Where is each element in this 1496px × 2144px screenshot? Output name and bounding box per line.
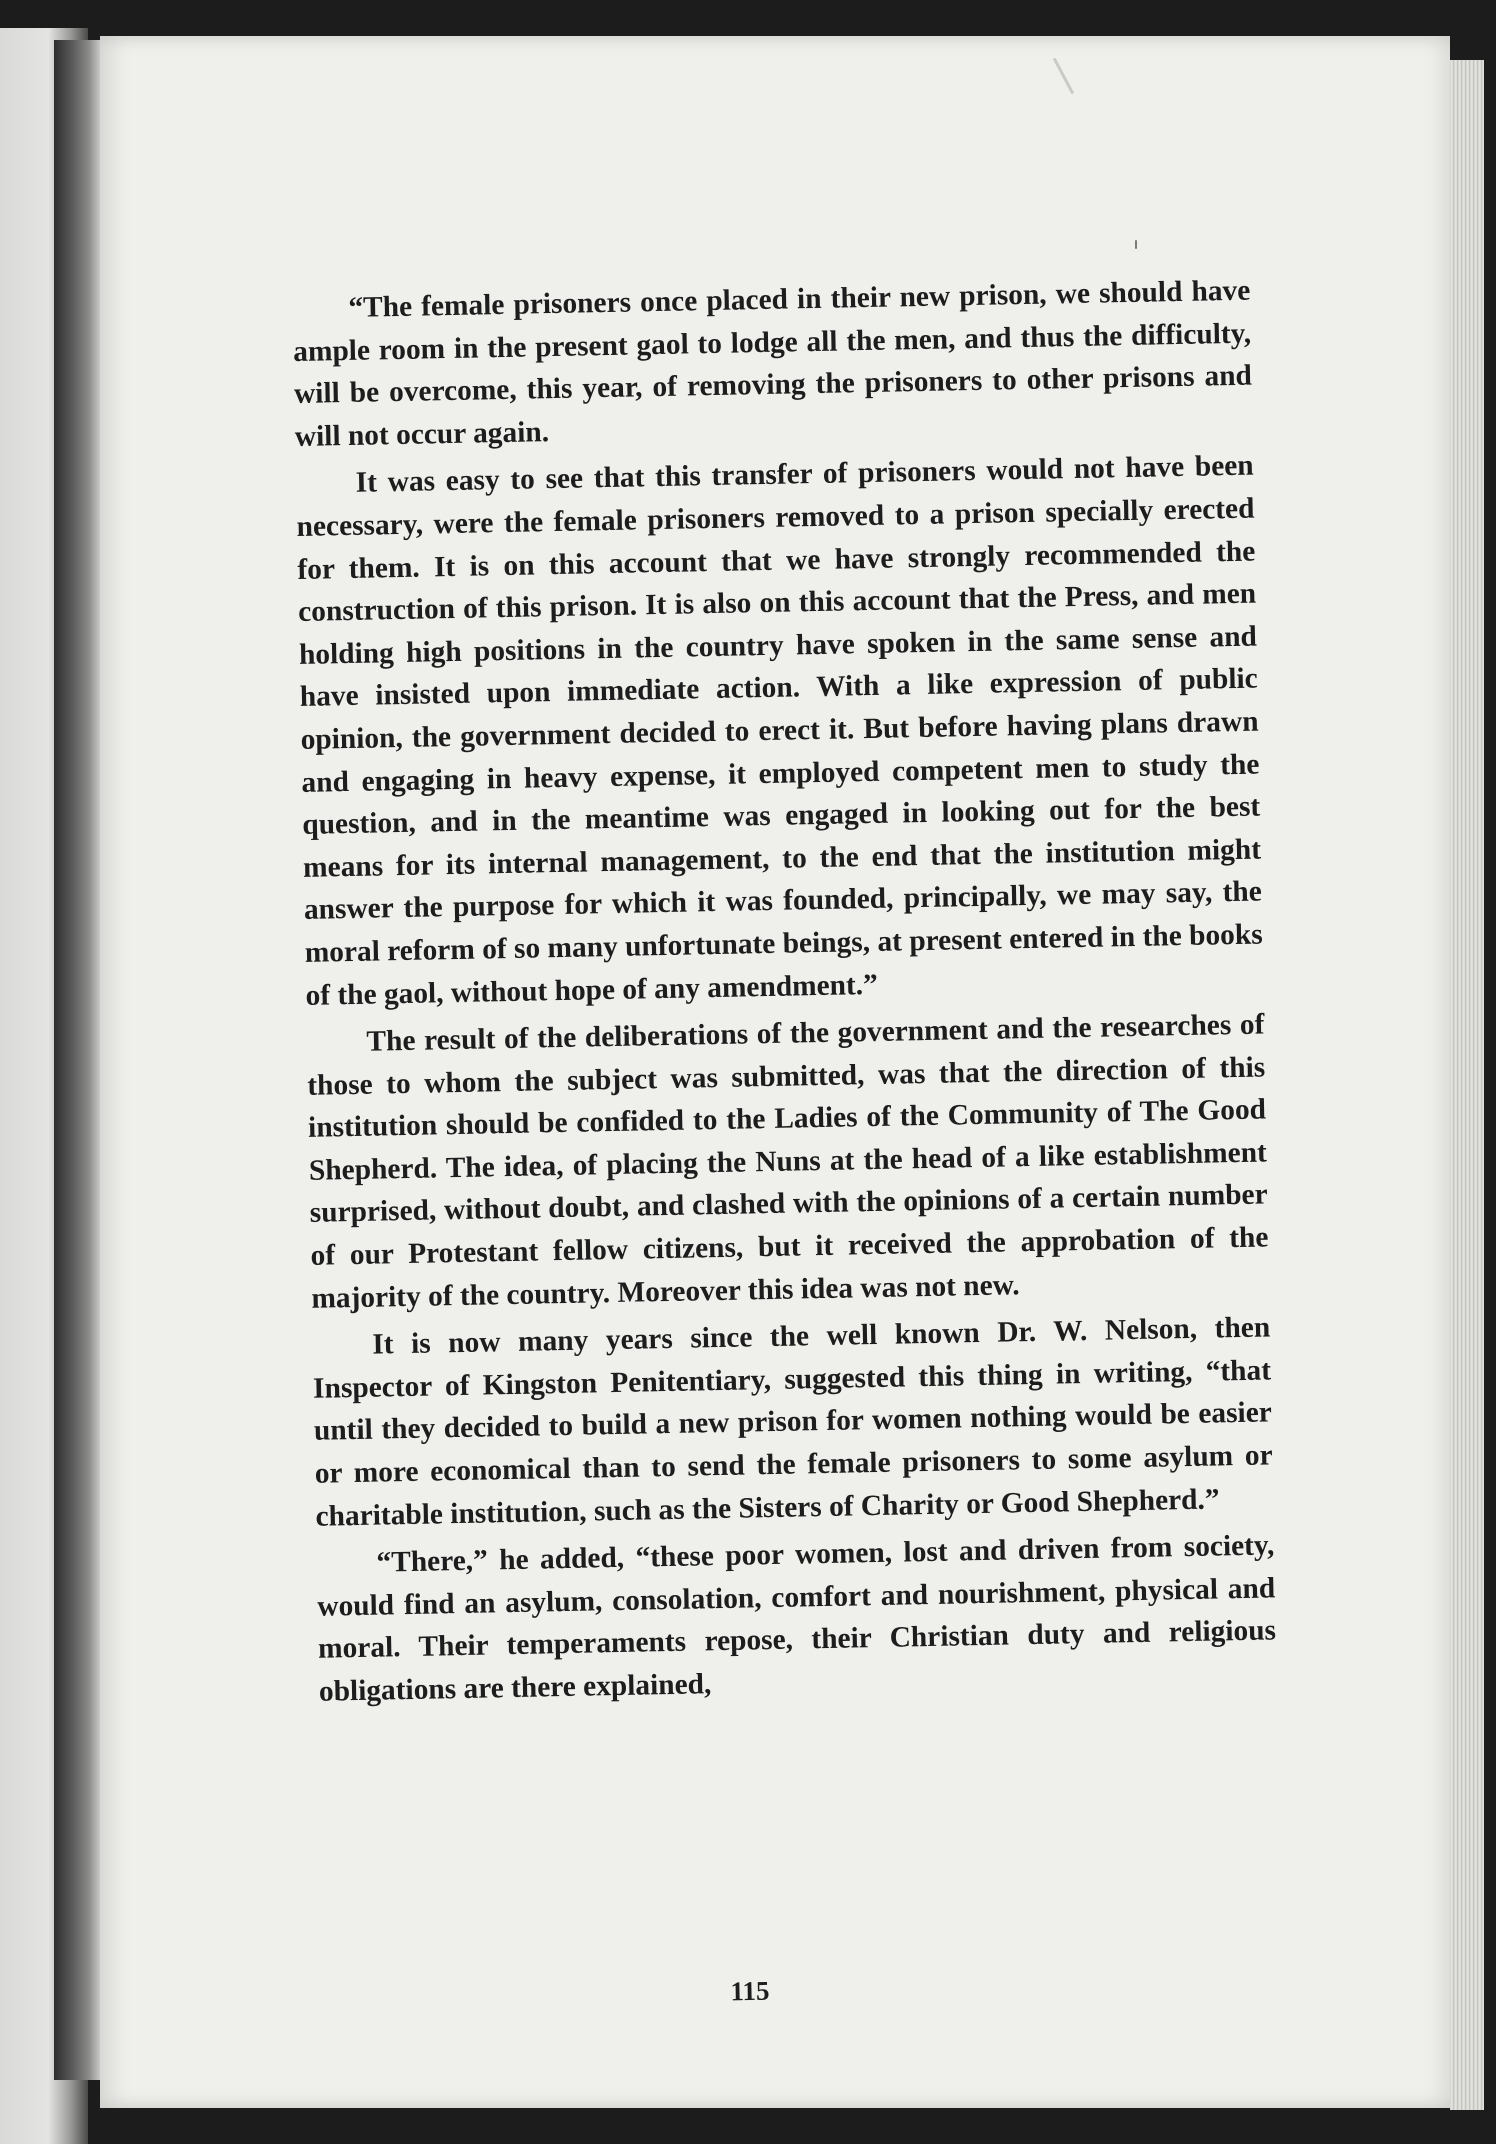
page-number: 115 — [730, 1975, 770, 2007]
page-stack-edge — [1450, 60, 1484, 2110]
scan-dust-speck — [1135, 240, 1137, 249]
paragraph-5: “There,” he added, “these poor women, lost and driven from society, would find an asylum, consolation, comfort and nourishment, physical and moral. Their temperaments repose, their Christian duty and religious obligations are there explained, — [317, 1529, 1277, 1708]
body-text — [292, 270, 1277, 1719]
paragraph-2: It was easy to see that this transfer of prisoners would not have been necessary, were the female prisoners removed to a prison specially erected for them. It is on this account that we have strongly recommended the construction of this prison. It is also on this account that the Press, and men holding high positions in the country have spoken in the same sense and have insisted upon immediate action. With a like expression of public opinion, the government decided to erect it. But before having plans drawn and engaging in heavy expense, it employed competent men to study the question, and in the meantime was engaged in looking out for the best means for its internal management, to the end that the institution might answer the purpose for which it was founded, principally, we may say, the moral reform of so many unfortunate beings, at present entered in the books of the gaol, without hope of any amendment.” — [296, 449, 1263, 1012]
paragraph-1: “The female prisoners once placed in their new prison, we should have ample room in the present gaol to lodge all the men, and thus the difficulty, will be overcome, this year, of removing the prisoners to other prisons and will not occur again. — [292, 274, 1253, 453]
book-binding-gutter — [54, 40, 100, 2080]
paragraph-3: The result of the deliberations of the government and the researches of those to whom the subject was submitted, was that the direction of this institution should be confided to the Ladies of the Community of The Good Shepherd. The idea, of placing the Nuns at the head of a like establishment surprised, without doubt, and clashed with the opinions of a certain number of our Protestant fellow citizens, but it received the approbation of the majority of the country. Moreover this idea was not new. — [307, 1008, 1269, 1315]
paragraph-4: It is now many years since the well known Dr. W. Nelson, then Inspector of Kingston Penitentiary, suggested this thing in writing, “that until they decided to build a new prison for women nothing would be easier or more economical than to send the female prisoners to some asylum or charitable institution, such as the Sisters of Charity or Good Shepherd.” — [312, 1311, 1273, 1533]
